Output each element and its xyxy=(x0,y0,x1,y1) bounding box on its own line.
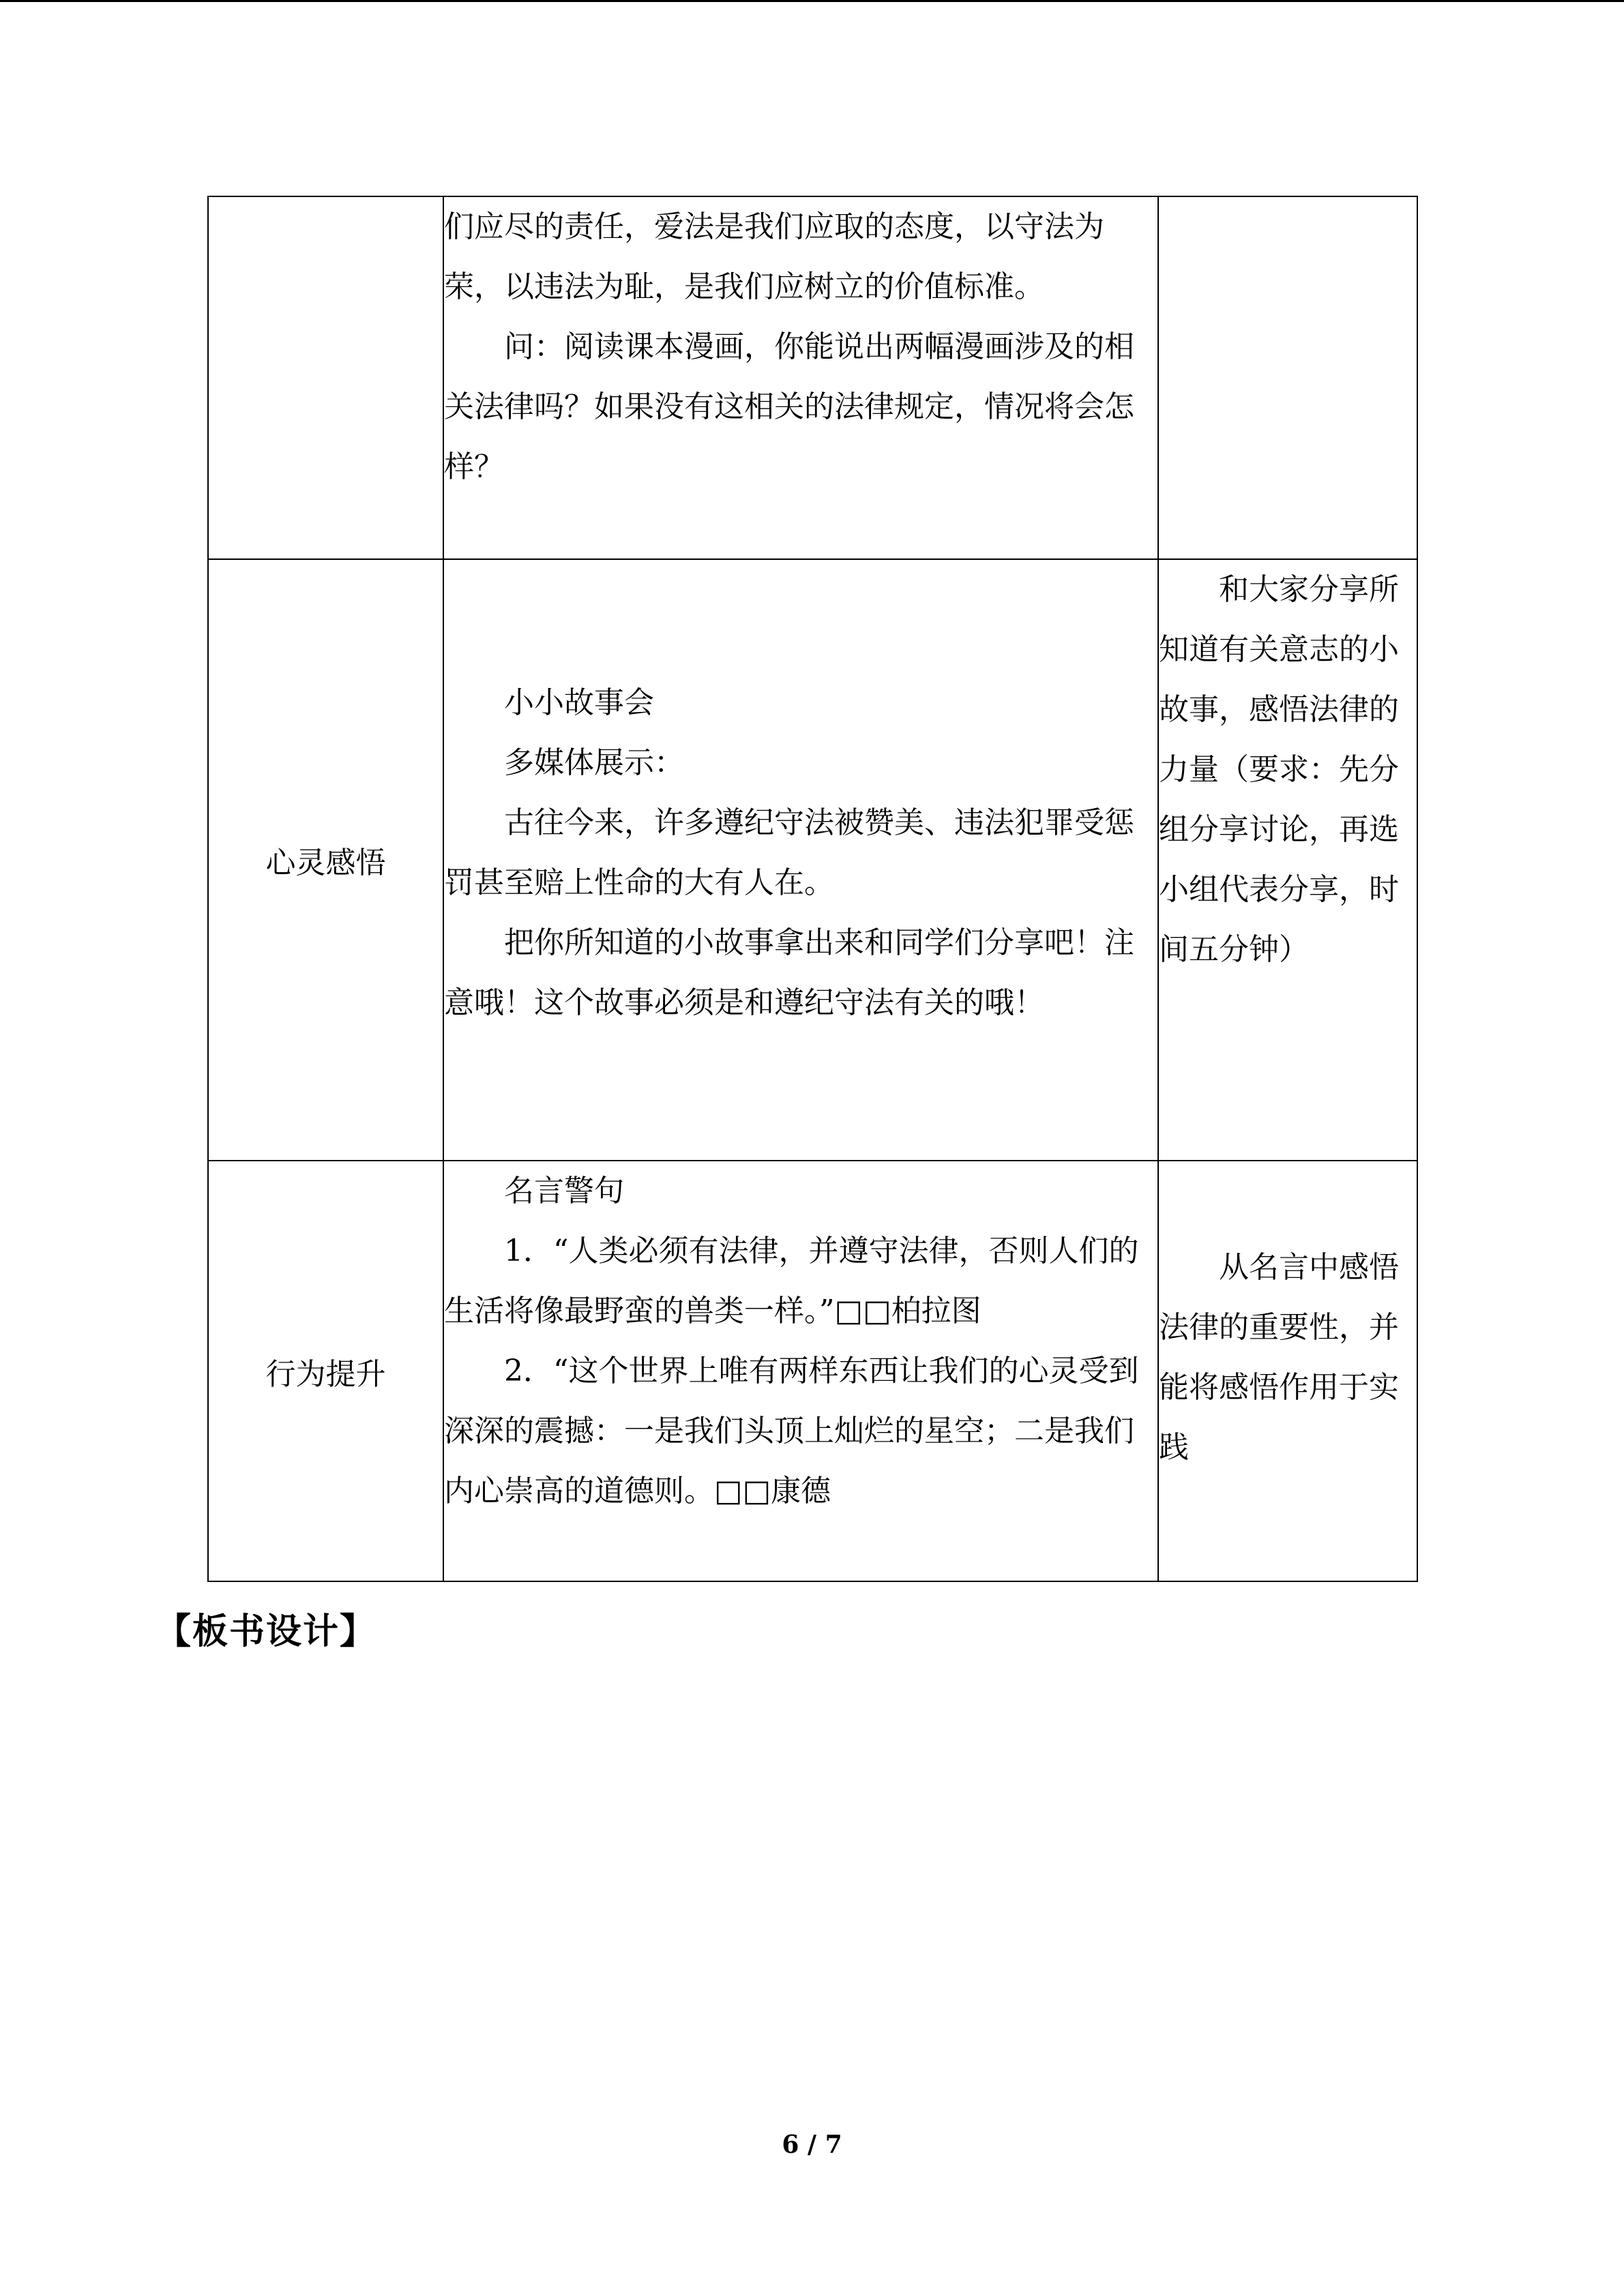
content-paragraph: 2．“这个世界上唯有两样东西让我们的心灵受到深深的震撼：一是我们头顶上灿烂的星空；二是我们内心崇高的道德则。□□康德 xyxy=(444,1354,1139,1508)
content-paragraph: 古往今来，许多遵纪守法被赞美、违法犯罪受惩罚甚至赔上性命的大有人在。 xyxy=(444,805,1134,900)
table-row xyxy=(208,196,1417,559)
content-paragraph: 小小故事会 xyxy=(504,685,654,720)
top-border xyxy=(0,0,1624,2)
board-design-heading: 【板书设计】 xyxy=(156,1611,377,1652)
content-paragraph: 多媒体展示： xyxy=(504,745,684,780)
row-note xyxy=(1158,196,1417,559)
row-note: 和大家分享所知道有关意志的小故事，感悟法律的力量（要求：先分组分享讨论，再选小组代表分享，时间五分钟） xyxy=(1158,559,1417,1161)
page-number: 6 / 7 xyxy=(782,2130,842,2159)
content-paragraph: 把你所知道的小故事拿出来和同学们分享吧！注意哦！这个故事必须是和遵纪守法有关的哦！ xyxy=(444,925,1134,1020)
table-row xyxy=(208,559,1417,1161)
row-content xyxy=(443,196,1158,559)
row-note: 从名言中感悟法律的重要性，并能将感悟作用于实践 xyxy=(1158,1161,1417,1581)
content-paragraph: 问：阅读课本漫画，你能说出两幅漫画涉及的相关法律吗？如果没有这相关的法律规定，情况将会怎样？ xyxy=(444,329,1134,484)
row-content xyxy=(443,1161,1158,1581)
content-paragraph: 1．“人类必须有法律，并遵守法律，否则人们的生活将像最野蛮的兽类一样。”□□柏拉图 xyxy=(444,1234,1139,1328)
row-content xyxy=(443,559,1158,1161)
table-row xyxy=(208,1161,1417,1581)
row-label: 行为提升 xyxy=(208,1161,443,1581)
row-label: 心灵感悟 xyxy=(208,559,443,1161)
content-paragraph: 们应尽的责任，爱法是我们应取的态度，以守法为荣，以违法为耻，是我们应树立的价值标准。 xyxy=(444,209,1104,304)
content-paragraph: 名言警句 xyxy=(504,1174,624,1208)
lesson-plan-table xyxy=(207,196,1418,1582)
row-label xyxy=(208,196,443,559)
